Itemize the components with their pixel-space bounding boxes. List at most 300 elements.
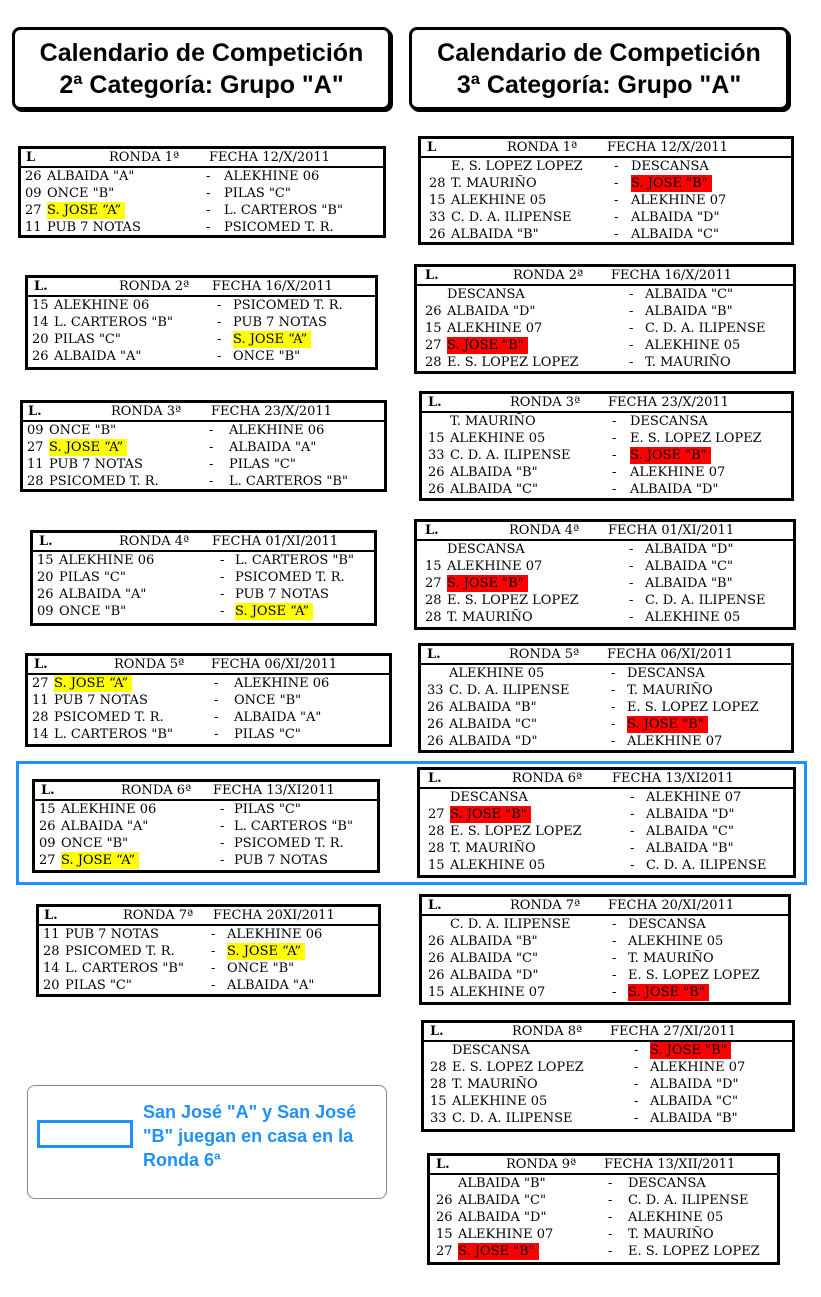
match-table-number: 26 (39, 819, 56, 834)
match-home-team: ALEKHINE 06 (54, 298, 150, 313)
match-table-number: 11 (32, 693, 49, 708)
round-table-ronda-7 (36, 904, 381, 997)
match-away-team: ALBAIDA "D" (630, 482, 719, 497)
match-table-number: 28 (425, 593, 442, 608)
match-row (421, 716, 791, 733)
legend-box (27, 1085, 387, 1199)
match-row (28, 675, 389, 692)
match-row (420, 840, 793, 857)
match-home-team: ONCE "B" (59, 604, 127, 619)
match-table-number: 09 (27, 423, 44, 438)
match-away-team: ALBAIDA "D" (646, 807, 735, 822)
match-table-number: 15 (428, 985, 445, 1000)
round-date: FECHA 06/XI/2011 (211, 657, 338, 672)
match-row (421, 209, 791, 226)
match-away-team: ALEKHINE 05 (645, 610, 741, 625)
match-away-team: S. JOSE “A” (227, 943, 305, 960)
match-separator: - (612, 985, 617, 1000)
match-table-number: 26 (428, 951, 445, 966)
match-separator: - (614, 176, 619, 191)
match-row (35, 818, 377, 835)
match-row (417, 541, 793, 558)
match-away-team: ONCE "B" (233, 349, 301, 364)
round-header (422, 897, 788, 916)
match-row (35, 801, 377, 818)
match-home-team: ONCE "B" (61, 836, 129, 851)
match-away-team: S. JOSE “A” (233, 331, 311, 348)
title-2a-categoria (12, 27, 391, 110)
round-header (424, 1023, 792, 1042)
match-separator: - (629, 287, 634, 302)
match-table-number: 26 (32, 349, 49, 364)
match-table-number: 27 (428, 807, 445, 822)
match-away-team: L. CARTEROS "B" (235, 553, 354, 568)
match-home-team: ALBAIDA "A" (61, 819, 149, 834)
match-separator: - (217, 332, 222, 347)
match-away-team: PUB 7 NOTAS (234, 853, 328, 868)
match-table-number: 15 (428, 431, 445, 446)
round-date: FECHA 12/X/2011 (607, 140, 728, 155)
match-row (424, 1076, 792, 1093)
round-l-label: L. (34, 279, 48, 294)
match-table-number: 26 (428, 482, 445, 497)
match-row (417, 558, 793, 575)
match-row (430, 1175, 777, 1192)
match-separator: - (211, 927, 216, 942)
match-table-number: 28 (43, 944, 60, 959)
match-separator: - (209, 457, 214, 472)
match-home-team: ALBAIDA "A" (59, 587, 147, 602)
round-date: FECHA 01/XI/2011 (608, 523, 735, 538)
match-home-team: S. JOSE “A” (61, 852, 139, 869)
match-row (23, 439, 384, 456)
round-header (417, 522, 793, 541)
match-home-team: ALEKHINE 05 (449, 666, 545, 681)
match-separator: - (220, 604, 225, 619)
match-separator: - (629, 321, 634, 336)
match-home-team: ALEKHINE 07 (447, 321, 543, 336)
match-separator: - (209, 474, 214, 489)
match-home-team: L. CARTEROS "B" (65, 961, 184, 976)
match-away-team: S. JOSE "B" (627, 716, 708, 733)
match-away-team: E. S. LOPEZ LOPEZ (628, 1244, 760, 1259)
match-separator: - (612, 465, 617, 480)
match-row (21, 168, 383, 185)
round-l-label: L. (427, 647, 441, 662)
match-away-team: ALEKHINE 06 (224, 169, 320, 184)
round-l-label: L. (425, 268, 439, 283)
legend-text: San José "A" y San José "B" juegan en casa en la Ronda 6ª (143, 1102, 357, 1170)
round-l-label: L. (34, 657, 48, 672)
match-row (417, 592, 793, 609)
match-home-team: ALEKHINE 05 (450, 858, 546, 873)
match-home-team: T. MAURIÑO (450, 414, 536, 429)
match-table-number: 26 (436, 1210, 453, 1225)
round-l-label: L (26, 150, 36, 165)
match-home-team: ALBAIDA "B" (450, 934, 538, 949)
match-table-number: 28 (428, 841, 445, 856)
match-home-team: ALBAIDA "C" (450, 951, 538, 966)
match-table-number: 15 (425, 321, 442, 336)
match-away-team: ALBAIDA "A" (229, 440, 317, 455)
round-name: RONDA 4ª (119, 534, 190, 549)
match-separator: - (634, 1043, 639, 1058)
match-separator: - (629, 576, 634, 591)
match-home-team: ALBAIDA "A" (54, 349, 142, 364)
round-date: FECHA 13/XI2011 (213, 783, 335, 798)
match-away-team: ALEKHINE 07 (650, 1060, 746, 1075)
match-home-team: S. JOSE “A” (47, 202, 125, 219)
match-separator: - (634, 1060, 639, 1075)
match-row (421, 226, 791, 243)
match-away-team: T. MAURIÑO (628, 1227, 714, 1242)
match-separator: - (608, 1244, 613, 1259)
match-home-team: DESCANSA (450, 790, 528, 805)
match-table-number: 28 (429, 176, 446, 191)
round-date: FECHA 16/X/2011 (212, 279, 333, 294)
round-table-ronda-5 (25, 653, 392, 747)
match-away-team: ALBAIDA "C" (631, 227, 719, 242)
match-home-team: DESCANSA (447, 287, 525, 302)
match-separator: - (608, 1210, 613, 1225)
round-table-ronda-9 (427, 1153, 780, 1265)
match-row (424, 1110, 792, 1127)
round-table-ronda-3 (419, 391, 794, 501)
match-separator: - (630, 824, 635, 839)
match-away-team: ALEKHINE 05 (628, 1210, 724, 1225)
round-table-ronda-5 (418, 643, 794, 753)
match-table-number: 27 (436, 1244, 453, 1259)
match-table-number: 09 (37, 604, 54, 619)
match-row (420, 806, 793, 823)
match-table-number: 14 (32, 315, 49, 330)
match-row (422, 430, 791, 447)
match-separator: - (629, 355, 634, 370)
match-away-team: ALEKHINE 06 (227, 927, 323, 942)
match-away-team: DESCANSA (627, 666, 705, 681)
match-separator: - (614, 193, 619, 208)
match-home-team: ALBAIDA "D" (458, 1210, 547, 1225)
match-table-number: 33 (428, 448, 445, 463)
match-row (422, 916, 788, 933)
match-separator: - (629, 610, 634, 625)
match-row (422, 967, 788, 984)
match-separator: - (611, 700, 616, 715)
match-row (28, 331, 375, 348)
match-row (39, 960, 378, 977)
round-table-ronda-4 (414, 519, 796, 630)
match-home-team: C. D. A. ILIPENSE (449, 683, 570, 698)
match-home-team: ALEKHINE 05 (452, 1094, 548, 1109)
match-home-team: PSICOMED T. R. (49, 474, 159, 489)
round-table-ronda-1 (18, 146, 386, 238)
match-row (21, 185, 383, 202)
match-home-team: ALEKHINE 06 (59, 553, 155, 568)
round-date: FECHA 16/X/2011 (611, 268, 732, 283)
round-date: FECHA 13/XI2011 (612, 771, 734, 786)
round-l-label: L. (44, 908, 58, 923)
match-row (421, 682, 791, 699)
match-row (417, 609, 793, 626)
match-home-team: ONCE "B" (47, 186, 115, 201)
match-separator: - (220, 587, 225, 602)
match-separator: - (612, 917, 617, 932)
match-away-team: ONCE "B" (227, 961, 295, 976)
match-separator: - (612, 482, 617, 497)
match-away-team: C. D. A. ILIPENSE (645, 593, 766, 608)
match-row (421, 192, 791, 209)
match-table-number: 20 (43, 978, 60, 993)
match-home-team: DESCANSA (452, 1043, 530, 1058)
match-home-team: ALEKHINE 07 (450, 985, 546, 1000)
match-home-team: PSICOMED T. R. (54, 710, 164, 725)
round-name: RONDA 2ª (513, 268, 584, 283)
round-date: FECHA 23/X/2011 (608, 395, 729, 410)
match-home-team: C. D. A. ILIPENSE (452, 1111, 573, 1126)
round-header (21, 149, 383, 168)
match-home-team: S. JOSE "B" (447, 337, 528, 354)
match-separator: - (614, 227, 619, 242)
match-row (33, 586, 374, 603)
round-name: RONDA 5ª (509, 647, 580, 662)
match-home-team: PUB 7 NOTAS (49, 457, 143, 472)
round-header (39, 907, 378, 926)
round-table-ronda-8 (421, 1020, 795, 1132)
match-row (28, 709, 389, 726)
match-table-number: 33 (430, 1111, 447, 1126)
match-separator: - (220, 819, 225, 834)
match-row (33, 603, 374, 620)
match-home-team: T. MAURIÑO (452, 1077, 538, 1092)
round-name: RONDA 2ª (119, 279, 190, 294)
match-separator: - (217, 315, 222, 330)
match-away-team: ALBAIDA "B" (650, 1111, 738, 1126)
match-row (23, 422, 384, 439)
match-home-team: ALBAIDA "B" (449, 700, 537, 715)
match-row (421, 175, 791, 192)
title-line-2: 2ª Categoría: Grupo "A" (59, 70, 344, 99)
match-row (422, 464, 791, 481)
match-home-team: ALBAIDA "D" (449, 734, 538, 749)
round-l-label: L. (39, 534, 53, 549)
match-separator: - (220, 836, 225, 851)
match-home-team: C. D. A. ILIPENSE (450, 448, 571, 463)
round-header (28, 656, 389, 675)
match-away-team: DESCANSA (630, 414, 708, 429)
match-separator: - (217, 298, 222, 313)
match-away-team: ALBAIDA "B" (646, 841, 734, 856)
match-away-team: S. JOSE "B" (630, 447, 711, 464)
match-separator: - (614, 159, 619, 174)
match-row (422, 984, 788, 1001)
match-table-number: 28 (428, 824, 445, 839)
match-separator: - (206, 169, 211, 184)
round-header (33, 533, 374, 552)
match-separator: - (608, 1193, 613, 1208)
match-away-team: S. JOSE "B" (628, 984, 709, 1001)
match-row (422, 413, 791, 430)
match-home-team: S. JOSE “A” (49, 439, 127, 456)
match-home-team: DESCANSA (447, 542, 525, 557)
match-table-number: 26 (427, 734, 444, 749)
match-separator: - (214, 710, 219, 725)
match-away-team: ALEKHINE 06 (234, 676, 330, 691)
match-separator: - (612, 431, 617, 446)
match-away-team: ONCE "B" (234, 693, 302, 708)
match-row (23, 456, 384, 473)
match-separator: - (630, 807, 635, 822)
match-row (417, 286, 793, 303)
match-home-team: S. JOSE “A” (54, 675, 132, 692)
match-table-number: 15 (428, 858, 445, 873)
match-away-team: ALBAIDA "A" (227, 978, 315, 993)
match-row (417, 354, 793, 371)
round-date: FECHA 23/X/2011 (211, 404, 332, 419)
round-name: RONDA 5ª (114, 657, 185, 672)
match-separator: - (629, 593, 634, 608)
match-away-team: E. S. LOPEZ LOPEZ (628, 968, 760, 983)
match-row (39, 977, 378, 994)
match-away-team: ALBAIDA "C" (645, 287, 733, 302)
match-table-number: 28 (430, 1077, 447, 1092)
match-table-number: 15 (39, 802, 56, 817)
match-away-team: T. MAURIÑO (645, 355, 731, 370)
round-date: FECHA 12/X/2011 (209, 150, 330, 165)
match-away-team: ALBAIDA "C" (650, 1094, 738, 1109)
match-away-team: PILAS "C" (234, 802, 301, 817)
match-home-team: PILAS "C" (54, 332, 121, 347)
match-separator: - (214, 727, 219, 742)
match-home-team: ALBAIDA "D" (450, 968, 539, 983)
match-row (420, 823, 793, 840)
round-l-label: L. (428, 898, 442, 913)
match-separator: - (612, 968, 617, 983)
match-row (23, 473, 384, 490)
match-away-team: ALBAIDA "D" (650, 1077, 739, 1092)
match-away-team: PUB 7 NOTAS (235, 587, 329, 602)
round-table-ronda-2 (414, 264, 796, 374)
match-away-team: DESCANSA (628, 917, 706, 932)
match-row (430, 1209, 777, 1226)
round-table-ronda-2 (25, 275, 378, 370)
match-home-team: ALBAIDA "C" (458, 1193, 546, 1208)
match-table-number: 26 (428, 934, 445, 949)
match-separator: - (630, 841, 635, 856)
round-l-label: L. (428, 771, 442, 786)
match-table-number: 27 (425, 576, 442, 591)
match-row (33, 552, 374, 569)
match-table-number: 14 (32, 727, 49, 742)
match-table-number: 28 (32, 710, 49, 725)
match-home-team: PUB 7 NOTAS (47, 220, 141, 235)
match-separator: - (211, 961, 216, 976)
match-row (417, 303, 793, 320)
match-away-team: L. CARTEROS "B" (234, 819, 353, 834)
match-home-team: ONCE "B" (49, 423, 117, 438)
match-row (424, 1093, 792, 1110)
match-table-number: 09 (25, 186, 42, 201)
match-home-team: ALBAIDA "B" (450, 465, 538, 480)
match-away-team: PSICOMED T. R. (234, 836, 344, 851)
match-away-team: ALEKHINE 05 (645, 338, 741, 353)
match-separator: - (634, 1094, 639, 1109)
match-home-team: ALBAIDA "B" (458, 1176, 546, 1191)
match-separator: - (214, 676, 219, 691)
match-home-team: ALBAIDA "B" (451, 227, 539, 242)
round-table-ronda-6 (417, 767, 796, 878)
match-home-team: E. S. LOPEZ LOPEZ (452, 1060, 584, 1075)
match-row (421, 665, 791, 682)
match-separator: - (217, 349, 222, 364)
match-table-number: 28 (430, 1060, 447, 1075)
match-home-team: ALBAIDA "C" (450, 482, 538, 497)
match-row (28, 692, 389, 709)
round-name: RONDA 9ª (506, 1157, 577, 1172)
match-home-team: ALEKHINE 05 (450, 431, 546, 446)
match-row (417, 337, 793, 354)
match-home-team: E. S. LOPEZ LOPEZ (447, 593, 579, 608)
round-l-label: L (427, 140, 437, 155)
match-away-team: ALEKHINE 07 (627, 734, 723, 749)
match-table-number: 26 (425, 304, 442, 319)
match-separator: - (209, 440, 214, 455)
round-date: FECHA 01/XI/2011 (212, 534, 339, 549)
match-row (421, 158, 791, 175)
round-table-ronda-7 (419, 894, 791, 1005)
match-table-number: 14 (43, 961, 60, 976)
match-home-team: PUB 7 NOTAS (54, 693, 148, 708)
match-table-number: 28 (27, 474, 44, 489)
match-row (422, 933, 788, 950)
round-date: FECHA 06/XI/2011 (607, 647, 734, 662)
match-separator: - (209, 423, 214, 438)
match-separator: - (608, 1176, 613, 1191)
match-table-number: 33 (427, 683, 444, 698)
match-separator: - (612, 951, 617, 966)
match-separator: - (629, 542, 634, 557)
match-separator: - (634, 1111, 639, 1126)
round-name: RONDA 7ª (510, 898, 581, 913)
match-separator: - (206, 186, 211, 201)
match-home-team: ALEKHINE 06 (61, 802, 157, 817)
match-table-number: 28 (425, 610, 442, 625)
match-table-number: 09 (39, 836, 56, 851)
match-away-team: ALEKHINE 07 (631, 193, 727, 208)
match-separator: - (608, 1227, 613, 1242)
match-row (422, 950, 788, 967)
match-table-number: 27 (39, 853, 56, 868)
match-separator: - (629, 304, 634, 319)
round-header (422, 394, 791, 413)
round-header (417, 267, 793, 286)
round-l-label: L. (428, 395, 442, 410)
round-l-label: L. (41, 783, 55, 798)
title-line-1: Calendario de Competición (437, 38, 761, 67)
match-row (39, 926, 378, 943)
match-away-team: C. D. A. ILIPENSE (645, 321, 766, 336)
match-row (421, 733, 791, 750)
match-table-number: 26 (427, 717, 444, 732)
match-separator: - (629, 338, 634, 353)
round-name: RONDA 3ª (111, 404, 182, 419)
match-separator: - (630, 790, 635, 805)
match-separator: - (614, 210, 619, 225)
match-row (417, 575, 793, 592)
match-away-team: L. CARTEROS "B" (224, 203, 343, 218)
match-table-number: 28 (425, 355, 442, 370)
match-away-team: C. D. A. ILIPENSE (646, 858, 767, 873)
match-row (33, 569, 374, 586)
